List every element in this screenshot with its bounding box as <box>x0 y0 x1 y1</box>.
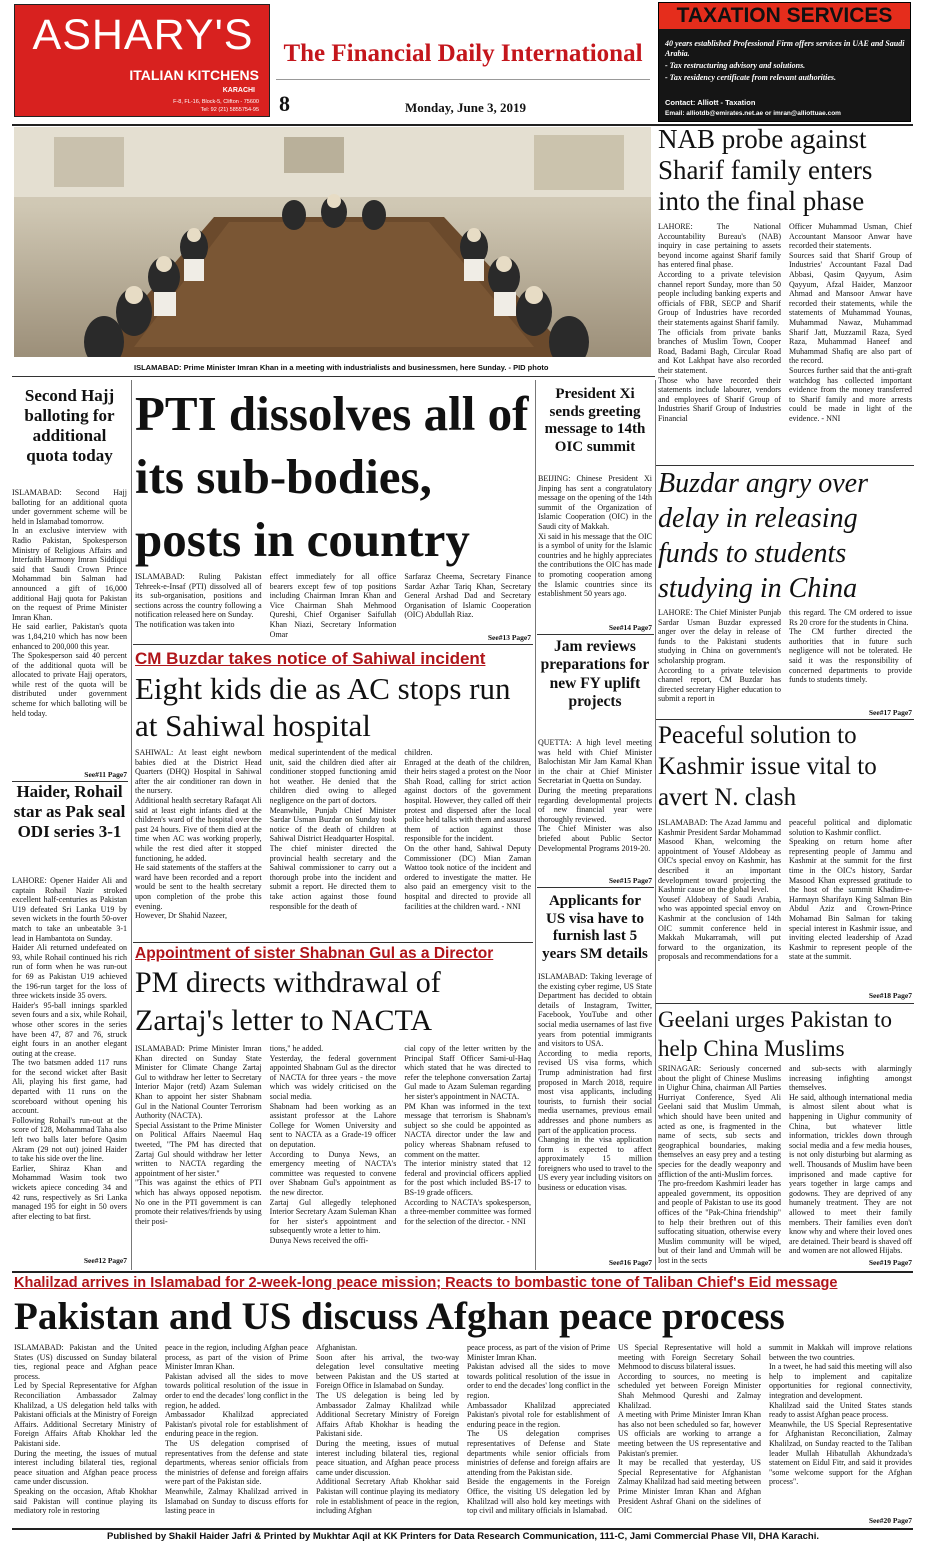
zartaj-col1: ISLAMABAD: Prime Minister Imran Khan directed on Sunday State Minister for Climate Change Zartaj Gul to withdraw her letter to Secretary Interior Major (retd) Azam Suleman Khan to appoint her sister Shabnam Gul in the National Counter Terrorism Authority (NACTA). Special Assistant to the Prime Minister on Political Affairs Naeemul Haq tweeted, "The PM has directed that Zartaj Gul should withdraw her letter written to NACTA regarding the appointment of her sister." "This was against the ethics of PTI which has always opposed nepotism. No one in the PTI government is can promote their relatives/friends by using their posi- <box>135 1044 262 1226</box>
afghan-col2: peace in the region, including Afghan peace process, as part of the vision of Prime Minister Imran Khan. Pakistan advised all the sides to move towards political resolution of the issue in order to end the decades' long conflict in the region, he added. Ambassador Khalilzad appreciated Pakistan's pivotal role for establishment of enduring peace in the region. The US delegation comprised of representatives from the defense and state departments, whereas senior officials from the ministries of defense and foreign affairs were part of the Pakistan side. Meanwhile, Zalmay Khalilzad arrived in Islamabad on Sunday to discuss efforts for lasting peace in <box>165 1343 308 1516</box>
xi-see[interactable]: See#14 Page7 <box>608 623 652 632</box>
kashmir-col2: peaceful political and diplomatic solution to Kashmir conflict. Speaking on return home after representing people of Jammu and Kashmir at the summit for the first time in the OIC's history, Sardar Masood Khan expressed gratitude to the host of the summit Khadim-e-Harmayn Sharifayn King Salman Bin Abdul Aziz and Crown-Prince Mohamad Bin Salman for taking special interest in Kashmir issue, and inviting elected leadership of Azad Kashmir to represent people of the state at the summit. <box>789 818 912 962</box>
jam-see[interactable]: See#15 Page7 <box>608 876 652 885</box>
photo-rule <box>12 376 655 377</box>
visa-headline: Applicants for US visa have to furnish last 5 years SM details <box>542 893 648 963</box>
pti-col3: Sarfaraz Cheema, Secretary Finance Sardar Azhar Tariq Khan, Secretary General Arshad Dad and Secretary Organisation of Islamic Cooperation (OIC) Abdullah Riaz. <box>404 572 532 620</box>
ad-taxation[interactable] <box>658 2 911 122</box>
afghan-col5: US Special Representative will hold a meeting with Foreign Secretary Sohail Mehmood to discuss bilateral issues. According to sources, no meeting is scheduled yet between Foreign Minister Shah Mehmood Qureshi and Zalmay Khalilzad. A meeting with Prime Minister Imran Khan has also not been scheduled so far, however US officials are working to arrange a meeting between the US representative and Pakistan's premier. It may be recalled that yesterday, US Special Representative for Afghanistan Zalmay Khalilzad had said meeting between Prime Minister Imran Khan and Afghan President Ashraf Ghani on the sidelines of OIC <box>618 1343 761 1516</box>
pti-rule <box>133 644 533 645</box>
sahiwal-rule <box>133 942 533 943</box>
afghan-headline: Pakistan and US discuss Afghan peace process <box>14 1295 785 1338</box>
geelani-headline: Geelani urges Pakistan to help China Muslims <box>658 1007 892 1061</box>
jam-rule <box>537 887 654 888</box>
photo-caption: ISLAMABAD: Prime Minister Imran Khan in a meeting with industrialists and businessmen, here Sunday. - PID photo <box>134 363 549 372</box>
geelani-col1: SRINAGAR: Seriously concerned about the plight of Chinese Muslims in Uighur China, chairman All Parties Hurriyat Conference, Syed Ali Geelani said that Muslim Ummah, which should have been united and acted as one, is fragmented in the name of sects, sub sects and geographical boundaries, making themselves an easy prey and a testing species for the deadly weaponry and affliction of the anti-Muslim forces. The pro-freedom Kashmiri leader has appealed government, its opposition and people of Pakistan to use its good offices of the "Pak-China friendship" to help their brethren out of this suffocating situation, otherwise every Muslim community will be wiped, but of their land and Ummah will be lost in the sects <box>658 1064 781 1264</box>
hajj-see[interactable]: See#11 Page7 <box>84 770 127 779</box>
meeting-photo <box>14 127 651 357</box>
afghan-col3: Afghanistan. Soon after his arrival, the two-way delegation level consultative meeting between Pakistan and the US started at Foreign Office in Islamabad on Sunday. The US delegation is being led by Ambassador Zalmay Khalilzad while Additional Secretary Ministry of Foreign Affairs Aftab Khokhar is heading the Pakistani side. During the meeting, issues of mutual interest including bilateral ties, regional peace situation, and Afghan peace process came under discussion. Additional Secretary Aftab Khokhar said Pakistan will continue playing its mediatory role in establishment of peace in the region, including Afghan <box>316 1343 459 1516</box>
zartaj-col2: tions," he added. Yesterday, the federal government appointed Shabnam Gul as the director of NACTA for three years - the move which was widely criticised on the social media. Shabnam had been working as an assistant professor at the Lahore College for Women University and sent to NACTA as a Grade-19 officer on deputation. According to Dunya News, an emergency meeting of NACTA's committee was requested to convene over Shabnam Gul's appointment as the new director. Zartaj Gul allegedly telephoned Interior Secretary Azam Suleman Khan for her sister's appointment and subsequently wrote a letter to him. Dunya News received the offi- <box>269 1044 397 1245</box>
ad-city: KARACHI <box>222 87 255 94</box>
zartaj-col3: cial copy of the letter written by the Principal Staff Officer Sami-ul-Haq which stated that he was directed to refer the telephone conversation Zartaj Gul made to Azam Suleman regarding her sister's appointment in NACTA. PM Khan was informed in the text message that terrorism is Shabnam's subject so she could be appointed as NACTA director under the law and policy whereas Shabnam refused to comment on the matter. The interior ministry stated that 12 federal and provincial officers applied for the post which included BS-17 to BS-19 grade officers. According to NACTA's spokesperson, a three-member committee was formed for the selection of the director. - NNI <box>404 1044 532 1226</box>
right-divider <box>655 380 656 1270</box>
left-divider <box>131 380 132 1270</box>
hajj-headline: Second Hajj balloting for additional quota today <box>24 386 115 466</box>
tax-title: TAXATION SERVICES <box>659 3 910 29</box>
hajj-body: ISLAMABAD: Second Hajj balloting for an additional quota under government scheme will be held in Islamabad tomorrow. In an exclusive interview with Radio Pakistan, Spokesperson Ministry of Religious Affairs and Interfaith Harmony Imran Siddiqui said that Saudi Crown Prince Mohammad bin Salman had announced a gift of 16,000 additional Hajj quota for Pakistan on the request of Prime Minister Imran Khan. He said earlier, Pakistan's quota was 1,84,210 which has now been enhanced to 200,000 this year. The Spokesperson said 40 percent of the additional quota will be allocated to private Hajj operators, while rest of the quota will be distributed under government scheme for which balloting will be held today. <box>12 488 127 718</box>
ad-address: F-8, FL-16, Block-5, Clifton - 75600 <box>173 99 259 105</box>
ad-ashary[interactable] <box>14 4 270 117</box>
zartaj-headline: PM directs withdrawal of Zartaj's letter to NACTA <box>135 966 441 1037</box>
pti-col1: ISLAMABAD: Ruling Pakistan Tehreek-e-Insaf (PTI) dissolved all of its sub-organisation, positions and sections across the country following a notification released here on Sunday. The notification was taken into <box>135 572 262 629</box>
afghan-top-rule <box>12 1271 913 1273</box>
jam-headline: Jam reviews preparations for new FY uplift projects <box>540 638 650 710</box>
afghan-col6: summit in Makkah will improve relations between the two countries. In a tweet, he had said this meeting will also help to implement and capitalize opportunities for regional connectivity, integration and development. Khalilzad said the United States stands ready to assist Afghan peace process. Meanwhile, the US Special Representative for Afghanistan Reconciliation, Zalmay Khalilzad, on Sunday reacted to the Taliban leader Mullah Hibatullah Akhundzada's statement on Eidul Fitr, and said it provides "some welcome support for the Afghan process". <box>769 1343 912 1487</box>
mid-divider <box>535 380 536 1270</box>
ad-subtitle: ITALIAN KITCHENS <box>129 67 259 83</box>
afghan-col1: ISLAMABAD: Pakistan and the United States (US) discussed on Sunday bilateral ties, regional peace and Afghan peace process. Led by Special Representative for Afghan Reconciliation Ambassador Zalmay Khalilzad, a US delegation held talks with Pakistani officials at the Ministry of Foreign Affairs. Additional Secretary Ministry of Foreign Affairs Aftab Khokhar led the Pakistani side. During the meeting, the issues of mutual interest including bilateral ties, regional peace situation and Afghan peace process came under discussion. Speaking on the occasion, Aftab Khokhar said Pakistan will continue playing its mediatory role in restoring <box>14 1343 157 1516</box>
sahiwal-columns <box>135 748 531 938</box>
zartaj-kicker: Appointment of sister Shabnan Gul as a Director <box>135 945 494 962</box>
sahiwal-kicker: CM Buzdar takes notice of Sahiwal incident <box>135 649 486 668</box>
geelani-col2: and sub-sects with alarmingly increasing infighting amongst themselves. He said, although international media is almost silent about what is happening in Uighur community of China, but whatever little information, trickles down through social media and a few media houses, is not only disturbing but alarming as well. Thousands of Muslim have been imprisoned and made captive for years together in large camps and godowns. They are deprived of any humanely treatment. They are not allowed to meet their family members. Their families even don't know why and where their loved ones are detained. Their beard is shaved off and women are not allowed Hijabs. <box>789 1064 912 1256</box>
footer-imprint: Published by Shakil Haider Jafri & Printed by Mukhtar Aqil at KK Printers for Data Research Communication, 111-C, Jami Commercial Phase VII, DHA Karachi. <box>106 1531 819 1542</box>
masthead-title: The Financial Daily International <box>283 40 643 67</box>
sahiwal-col1: SAHIWAL: At least eight newborn babies died at the District Head Quarters (DHQ) Hospital in Sahiwal after the air conditioner ran down in the nursery. Additional health secretary Rafaqat Ali said at least eight infants died at the children's ward of the hospital over the past 24 hours. Five of them died at the time when AC was working properly, while the rest died after it stopped functioning, he added. He said statements of the staffers at the ward have been recorded and a report would be sent to the health secretary upon completion of the probe this evening. However, Dr Shahid Nazeer, <box>135 748 262 921</box>
afghan-see[interactable]: See#20 Page7 <box>868 1516 912 1525</box>
haider-see[interactable]: See#12 Page7 <box>83 1256 127 1265</box>
tax-line3: - Tax residency certificate from relevant authorities. <box>665 73 837 82</box>
pti-see[interactable]: See#13 Page7 <box>487 633 531 642</box>
afghan-columns <box>14 1343 912 1525</box>
ad-phone: Tel: 92 (21) 5855754-95 <box>200 107 259 113</box>
afghan-col4: peace process, as part of the vision of Prime Minister Imran Khan. Pakistan advised all the sides to move towards political resolution of the issue in order to end the decades' long conflict in the region. Ambassador Khalilzad appreciated Pakistan's pivotal role for establishment of enduring peace in the region. The US delegation comprises representatives of Defense and State departments while senior officials from ministries of defense and foreign affairs are attending from the Pakistan side. Beside the engagements in the Foreign Office, the visiting US delegation led by Khalilzad will also hold key meetings with top civil and military officials in Islamabad. <box>467 1343 610 1516</box>
pti-headline: PTI dissolves all of its sub-bodies, posts in country <box>135 386 529 567</box>
geelani-see[interactable]: See#19 Page7 <box>868 1258 912 1267</box>
sahiwal-col3: children. Enraged at the death of the children, their heirs staged a protest on the Noor Shah Road, calling for strict action against doctors of the government hospital. However, they called off their protest and dispersed after the local police held talks with them and assured them of action against those responsible for the incident. On the other hand, Sahiwal Deputy Commissioner (DC) Mian Zaman Wattoo took notice of the incident and ordered to investigate the matter. He also paid an emergency visit to the hospital and directed to provide all facilities at the children ward. - NNI <box>404 748 532 911</box>
afghan-kicker: Khalilzad arrives in Islamabad for 2-week-long peace mission; Reacts to bombastic tone of Taliban Chief's Eid message <box>14 1275 838 1291</box>
footer-rule <box>12 1528 913 1530</box>
visa-body: ISLAMABAD: Taking leverage of the existing cyber regime, US State Department has decided to obtain details of Instagram, Twitter, Facebook, YouTube and other social media usernames of last five years from potential immigrants and visitors to USA. According to media reports, revised US visa forms, which Trump administration had first proposed in March 2018, require most visa applicants, including tourists, to furnish their social media usernames, previous email addresses and phone numbers as part of the application process. Changing in the visa application form is expected to affect approximately 15 million foreigners who used to travel to the US every year including visitors on business or education visas. <box>538 972 652 1193</box>
jam-body: QUETTA: A high level meeting was held with Chief Minister Balochistan Mir Jam Kamal Khan in the chair at Chief Minister Secretariat in Quetta on Sunday. During the meeting preparations regarding developmental projects of new financial year were thoroughly reviewed. The Chief Minister was also briefed about Public Sector Developmental Programs 2019-20. <box>538 738 652 853</box>
masthead-rule <box>276 79 650 80</box>
nab-col1: LAHORE: The National Accountability Bureau's (NAB) inquiry in case pertaining to assets beyond income against Sharif family has entered final phase. According to a private television channel report Sunday, more than 50 people including banking experts and officials of FBR, SECP and Sharif Group of Industries have recorded their statements against Sharif family. The officials from private banks branches of Muslim Town, Cooper Road, Badami Bagh, Circular Road and Kot Lakhpat have also recorded their statement. Those who have recorded their statements include labourer, vendors and employees of Sharif Group of Industries Sharif Group of Industries Financial <box>658 222 781 423</box>
visa-see[interactable]: See#16 Page7 <box>608 1258 652 1267</box>
tax-line1: 40 years established Professional Firm offers services in UAE and Saudi Arabia. <box>665 39 905 58</box>
kashmir-headline: Peaceful solution to Kashmir issue vital to avert N. clash <box>658 722 877 811</box>
nab-col2: Officer Muhammad Usman, Chief Accountant Mansoor Anwar have recorded their statements. Sources said that Sharif Group of Industries' Accountant Fazal Dad Abbasi, Qasim Qayyum, Asim Qayyum, Afzal Haider, Manzoor Ahmad and Mansoor Anwar have recorded their statements, while the statements of Muhammad Younas, Muhammad Nawaz, Muhammad Sharif Jatt, Muzzamil Raza, Syed Raza, Muhammad Haneef and Muhammad Shafiq are also part of the record. Sources further said that the anti-graft watchdog has collected important evidence from the money transferred to Sharif family and more arrests could be made in light of the evidence. - NNI <box>789 222 912 423</box>
xi-headline: President Xi sends greeting message to 14th OIC summit <box>544 386 646 456</box>
xi-rule <box>537 634 654 635</box>
sahiwal-headline: Eight kids die as AC stops run at Sahiwal hospital <box>135 671 511 743</box>
tax-email: Email: alliotdb@emirates.net.ae or imran@alliottuae.com <box>665 110 841 117</box>
buzdar-see[interactable]: See#17 Page7 <box>868 708 912 717</box>
pti-col2: effect immediately for all office bearers except few of top positions including Chairman Imran Khan and Vice Chairman Shah Mehmood Qureshi, Chief Organiser Saifullah Khan Niazi, Secretary Information Omar <box>269 572 397 639</box>
buzdar-col2: this regard. The CM ordered to issue Rs 20 crore for the students in China. The CM further directed the authorities that in future such negligence will not be tolerated. He said it was the responsibility of concerned departments to provide funds to students timely. <box>789 608 912 685</box>
masthead-date: Monday, June 3, 2019 <box>405 100 526 115</box>
nab-headline: NAB probe against Sharif family enters into the final phase <box>658 124 873 216</box>
tax-contact: Contact: Alliott - Taxation <box>665 98 756 107</box>
buzdar-col1: LAHORE: The Chief Minister Punjab Sardar Usman Buzdar expressed anger over the delay in release of funds to the Pakistani students studying in China on government's scholarship program. According to a private television channel report, CM Buzdar has directed secretary Higher education to submit a report in <box>658 608 781 704</box>
xi-body: BEIJING: Chinese President Xi Jinping has sent a congratulatory message on the opening of the 14th summit of the Organization of Islamic Cooperation (OIC) in the Saudi city of Makkah. Xi said in his message that the OIC is a symbol of unity for the Islamic countries and he highly appreciates the contributions the OIC has made to promoting cooperation among the Islamic countries since its establishment 50 years ago. <box>538 474 652 599</box>
sahiwal-col2: medical superintendent of the medical unit, said the children died after air conditioner stopped functioning amid hot weather. He denied that the children died owing to alleged negligence on the part of doctors. Meanwhile, Punjab Chief Minister Sardar Usman Buzdar on Sunday took notice of the death of children at Sahiwal District Headquarter Hospital. The chief minister directed the provincial health secretary and the Sahiwal commissioner to carry out a thorough probe into the incident and submit a report. He directed them to take action against those found responsible for the death of <box>269 748 397 911</box>
ad-brand: ASHARY'S <box>32 11 254 59</box>
zartaj-columns <box>135 1044 531 1264</box>
haider-headline: Haider, Rohail star as Pak seal ODI series 3-1 <box>13 782 126 842</box>
buzdar-headline: Buzdar angry over delay in releasing funds to students studying in China <box>658 468 868 604</box>
pti-columns <box>135 572 531 642</box>
kashmir-rule <box>656 1003 914 1004</box>
kashmir-see[interactable]: See#18 Page7 <box>868 991 912 1000</box>
haider-body: LAHORE: Opener Haider Ali and captain Rohail Nazir stroked excellent half-centuries as Pakistan U19 defeated Sri Lanka U19 by seven wickets in the fourth 50-over match to take an unbeatable 3-1 lead in Hambantota on Sunday. Haider Ali returned undefeated on 93, while Rohail continued his rich run of form when he was run-out for 69 as Pakistan U19 achieved the 196-run target for the loss of three wickets inside 35 overs. Haider's 95-ball innings sparkled seven fours and a six, while Rohail, whose other scores in the series have been 47, 87 and 76, struck eight fours in an another elegant outing at the crease. The two batsmen added 117 runs for the second wicket after Basit Ali, playing his first game, had departed with 11 runs on the scoreboard without opening his account. Following Rohail's run-out at the score of 128, Mohammad Taha also left two balls later before Qasim Akram (29 not out) joined Haider to take his side over the line. Earlier, Shiraz Khan and Mohammad Wasim took two wickets apiece conceding 34 and 42 runs, respectively as Sri Lanka managed 195 for eight in 50 overs after electing to bat first. <box>12 876 127 1221</box>
tax-line2: - Tax restructuring advisory and solutions. <box>665 61 806 70</box>
page-number: 8 <box>279 91 290 116</box>
meeting-illustration <box>14 127 651 357</box>
kashmir-col1: ISLAMABAD: The Azad Jammu and Kashmir President Sardar Mohammad Masood Khan, welcoming the appointment of Yousef Aldobeay as OIC's special envoy on Kashmir, has described it an important development toward projecting the Kashmir cause on the global level. Yousef Aldobeay of Saudi Arabia, who was appointed special envoy on Kashmir at the conclusion of 14th OIC summit conference held in Makkah Mukarramah, will put forward to the organization, its proposals and recommendations for a <box>658 818 781 962</box>
